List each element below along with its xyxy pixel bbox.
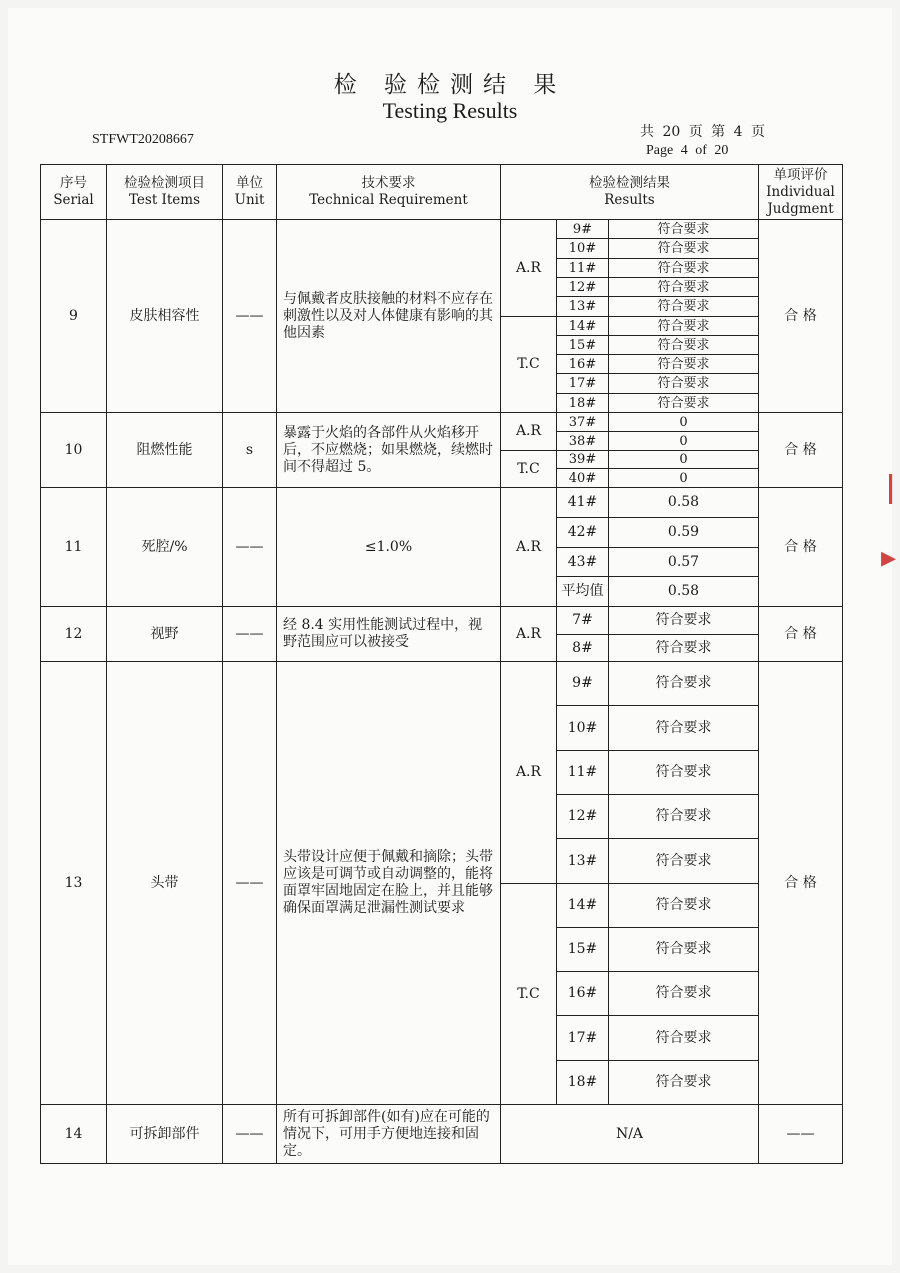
judgment-value: 合 格 bbox=[784, 874, 817, 891]
sample-id-cell bbox=[556, 468, 609, 488]
sample-id-cell bbox=[556, 576, 609, 607]
unit-value: s bbox=[245, 441, 254, 458]
serial-number: 11 bbox=[64, 538, 83, 555]
header-unit bbox=[222, 164, 277, 220]
sample-id-cell bbox=[556, 373, 609, 394]
sample-result: 符合要求 bbox=[657, 376, 710, 391]
sample-result: 0 bbox=[679, 433, 688, 449]
header-test-items-label: Test Items bbox=[128, 192, 201, 208]
title-english: Testing Results bbox=[382, 98, 518, 123]
condition-cell bbox=[500, 606, 557, 662]
sample-id-cell bbox=[556, 838, 609, 884]
sample-id: 7# bbox=[572, 612, 593, 628]
sample-id-cell bbox=[556, 883, 609, 928]
sample-id-cell bbox=[556, 258, 609, 278]
header-test-items-label: 检验检测项目 bbox=[124, 175, 205, 191]
judgment-cell bbox=[758, 487, 843, 607]
sample-result-cell bbox=[608, 927, 759, 972]
header-serial-label: 序号 bbox=[60, 175, 87, 191]
technical-requirement-text: 与佩戴者皮肤接触的材料不应存在刺激性以及对人体健康有影响的其他因素 bbox=[283, 290, 493, 341]
requirement-cell bbox=[276, 1104, 501, 1164]
requirement-cell bbox=[276, 412, 501, 488]
sample-id: 42# bbox=[567, 524, 598, 540]
serial-number: 14 bbox=[64, 1125, 83, 1142]
sample-id-cell bbox=[556, 354, 609, 374]
sample-result: 0 bbox=[679, 414, 688, 430]
unit-value: —— bbox=[235, 625, 264, 642]
sample-result: 符合要求 bbox=[657, 318, 710, 334]
sample-result-cell bbox=[608, 838, 759, 884]
sample-id-cell bbox=[556, 335, 609, 355]
sample-id-cell bbox=[556, 393, 609, 413]
sample-result-cell bbox=[608, 661, 759, 706]
serial-cell bbox=[40, 1104, 107, 1164]
test-item-cell bbox=[106, 606, 223, 662]
sample-result-cell bbox=[608, 517, 759, 548]
header-results bbox=[500, 164, 759, 220]
sample-id-cell bbox=[556, 750, 609, 795]
sample-result: 0 bbox=[679, 452, 688, 467]
header-technical-requirement bbox=[276, 164, 501, 220]
sample-result: 符合要求 bbox=[657, 356, 710, 372]
sample-id: 10# bbox=[567, 719, 598, 736]
sample-result: 0.58 bbox=[667, 583, 700, 599]
condition-label: A.R bbox=[515, 259, 542, 276]
serial-cell bbox=[40, 412, 107, 488]
sample-result: 符合要求 bbox=[657, 395, 710, 411]
sample-result: 符合要求 bbox=[655, 1029, 712, 1046]
condition-cell bbox=[500, 487, 557, 607]
header-judgment bbox=[758, 164, 843, 220]
sample-id-cell bbox=[556, 296, 609, 317]
serial-cell bbox=[40, 487, 107, 607]
condition-cell bbox=[500, 450, 557, 488]
test-item-name: 死腔/% bbox=[141, 538, 188, 555]
sample-id-cell bbox=[556, 794, 609, 839]
sample-id: 13# bbox=[568, 299, 597, 314]
sample-result-cell bbox=[608, 576, 759, 607]
sample-result-cell bbox=[608, 450, 759, 469]
sample-result: 符合要求 bbox=[655, 764, 712, 780]
test-item-name: 阻燃性能 bbox=[136, 441, 193, 458]
condition-label: A.R bbox=[515, 538, 542, 555]
serial-number: 9 bbox=[69, 307, 78, 324]
page-indicator-chinese: 共 20 页 第 4 页 bbox=[640, 124, 765, 140]
judgment-cell bbox=[758, 412, 843, 488]
sample-id: 39# bbox=[568, 452, 597, 467]
condition-cell bbox=[500, 661, 557, 884]
requirement-cell bbox=[276, 487, 501, 607]
sample-result-cell bbox=[608, 412, 759, 432]
sample-result-cell bbox=[608, 606, 759, 635]
technical-requirement-text: 暴露于火焰的各部件从火焰移开后，不应燃烧；如果燃烧，续燃时间不得超过 5。 bbox=[283, 424, 493, 475]
sample-id: 9# bbox=[572, 675, 593, 691]
sample-result-cell bbox=[608, 468, 759, 488]
sample-id: 17# bbox=[568, 376, 597, 391]
sample-result-cell bbox=[608, 393, 759, 413]
sample-result: 符合要求 bbox=[655, 808, 712, 824]
sample-result-cell bbox=[608, 794, 759, 839]
sample-id: 16# bbox=[568, 356, 597, 372]
unit-value: —— bbox=[235, 1125, 264, 1142]
header-test-items bbox=[106, 164, 223, 220]
report-number: STFWT20208667 bbox=[92, 132, 194, 147]
header-technical-requirement-label: Technical Requirement bbox=[309, 192, 468, 208]
technical-requirement-text: 头带设计应便于佩戴和摘除；头带应该是可调节或自动调整的，能将面罩牢固地固定在脸上，并且能够确保面罩满足泄漏性测试要求 bbox=[283, 849, 493, 916]
result-cell bbox=[500, 1104, 759, 1164]
test-item-cell bbox=[106, 219, 223, 413]
sample-id: 41# bbox=[567, 494, 598, 510]
title-chinese: 检 验检测结 果 bbox=[333, 72, 567, 98]
sample-result-cell bbox=[608, 316, 759, 336]
sample-id: 38# bbox=[568, 433, 597, 449]
condition-cell bbox=[500, 316, 557, 413]
sample-id-cell bbox=[556, 971, 609, 1016]
sample-id: 8# bbox=[572, 639, 593, 656]
condition-label: A.R bbox=[515, 625, 542, 642]
requirement-cell bbox=[276, 606, 501, 662]
sample-id-cell bbox=[556, 238, 609, 259]
sample-id-cell bbox=[556, 316, 609, 336]
requirement-cell bbox=[276, 661, 501, 1105]
sample-result-cell bbox=[608, 971, 759, 1016]
test-item-cell bbox=[106, 487, 223, 607]
sample-result-cell bbox=[608, 335, 759, 355]
sample-result: 符合要求 bbox=[657, 260, 710, 276]
unit-cell bbox=[222, 661, 277, 1105]
sample-result: 符合要求 bbox=[657, 299, 710, 314]
sample-id: 40# bbox=[568, 470, 597, 486]
page-indicator-english: Page 4 of 20 bbox=[646, 143, 729, 158]
sample-result: 符合要求 bbox=[657, 279, 710, 295]
serial-number: 12 bbox=[64, 625, 83, 642]
sample-id: 15# bbox=[568, 337, 597, 353]
header-unit-label: Unit bbox=[234, 192, 265, 208]
judgment-cell bbox=[758, 219, 843, 413]
technical-requirement-text: ≤1.0% bbox=[364, 538, 413, 555]
requirement-cell bbox=[276, 219, 501, 413]
serial-number: 13 bbox=[64, 874, 83, 891]
sample-result: 符合要求 bbox=[655, 675, 712, 691]
sample-result-cell bbox=[608, 238, 759, 259]
sample-result: 符合要求 bbox=[655, 639, 712, 656]
sample-result: 0.59 bbox=[667, 524, 700, 540]
sample-result-cell bbox=[608, 883, 759, 928]
sample-id: 18# bbox=[567, 1074, 598, 1090]
condition-cell bbox=[500, 883, 557, 1105]
sample-result-cell bbox=[608, 1015, 759, 1061]
sample-result-cell bbox=[608, 487, 759, 518]
test-item-cell bbox=[106, 1104, 223, 1164]
serial-cell bbox=[40, 606, 107, 662]
sample-result-cell bbox=[608, 296, 759, 317]
sample-result-cell bbox=[608, 547, 759, 577]
condition-cell bbox=[500, 219, 557, 317]
header-results-label: 检验检测结果 bbox=[589, 175, 670, 191]
judgment-cell bbox=[758, 606, 843, 662]
condition-label: A.R bbox=[515, 423, 542, 439]
test-item-name: 皮肤相容性 bbox=[129, 307, 200, 324]
sample-result: 符合要求 bbox=[655, 852, 712, 869]
unit-cell bbox=[222, 606, 277, 662]
sample-result-cell bbox=[608, 219, 759, 239]
sample-result: 符合要求 bbox=[657, 221, 710, 237]
test-item-name: 可拆卸部件 bbox=[129, 1125, 200, 1142]
sample-id-cell bbox=[556, 517, 609, 548]
serial-cell bbox=[40, 661, 107, 1105]
sample-result-cell bbox=[608, 258, 759, 278]
condition-label: T.C bbox=[517, 356, 540, 372]
sample-id: 43# bbox=[567, 553, 598, 570]
sample-id: 11# bbox=[567, 764, 598, 780]
sample-id-cell bbox=[556, 431, 609, 451]
sample-id-cell bbox=[556, 219, 609, 239]
judgment-value: 合 格 bbox=[784, 538, 817, 555]
condition-label: T.C bbox=[517, 985, 540, 1002]
sample-id: 9# bbox=[572, 221, 593, 237]
header-serial-label: Serial bbox=[53, 192, 94, 208]
sample-id: 10# bbox=[568, 241, 597, 256]
judgment-value: 合 格 bbox=[784, 625, 817, 642]
sample-id-cell bbox=[556, 927, 609, 972]
sample-id-cell bbox=[556, 661, 609, 706]
sample-result: 0 bbox=[679, 470, 688, 486]
stamp-fragment: ▸ bbox=[880, 540, 896, 575]
unit-cell bbox=[222, 1104, 277, 1164]
sample-id: 17# bbox=[567, 1029, 598, 1046]
sample-id-cell bbox=[556, 634, 609, 662]
stamp-fragment: | bbox=[885, 470, 896, 505]
sample-id: 37# bbox=[568, 414, 597, 430]
sample-result-cell bbox=[608, 634, 759, 662]
condition-cell bbox=[500, 412, 557, 451]
judgment-value: —— bbox=[786, 1125, 815, 1142]
sample-id-cell bbox=[556, 705, 609, 751]
sample-id-cell bbox=[556, 1015, 609, 1061]
test-item-name: 头带 bbox=[150, 874, 179, 891]
sample-id: 13# bbox=[567, 852, 598, 869]
sample-id-cell bbox=[556, 277, 609, 297]
sample-result: 符合要求 bbox=[655, 1074, 712, 1090]
sample-result-cell bbox=[608, 431, 759, 451]
header-technical-requirement-label: 技术要求 bbox=[361, 175, 416, 191]
condition-label: A.R bbox=[515, 764, 542, 780]
header-judgment-label: Individual bbox=[766, 183, 835, 200]
sample-result-cell bbox=[608, 354, 759, 374]
sample-id: 16# bbox=[567, 985, 598, 1001]
judgment-cell bbox=[758, 1104, 843, 1164]
sample-result: 符合要求 bbox=[655, 719, 712, 736]
sample-id: 11# bbox=[568, 260, 597, 276]
sample-id: 14# bbox=[567, 897, 598, 913]
sample-result: 符合要求 bbox=[655, 941, 712, 957]
header-unit-label: 单位 bbox=[236, 175, 263, 191]
sample-result: 符合要求 bbox=[657, 337, 710, 353]
sample-result: 符合要求 bbox=[655, 612, 712, 628]
sample-result: 0.57 bbox=[667, 553, 700, 570]
result-na: N/A bbox=[615, 1125, 644, 1142]
header-judgment-label: Judgment bbox=[767, 200, 834, 217]
test-item-name: 视野 bbox=[150, 625, 179, 642]
sample-id: 14# bbox=[568, 318, 597, 334]
sample-result-cell bbox=[608, 750, 759, 795]
judgment-value: 合 格 bbox=[784, 307, 817, 324]
sample-id: 12# bbox=[568, 279, 597, 295]
judgment-value: 合 格 bbox=[784, 441, 817, 458]
sample-id: 15# bbox=[567, 941, 598, 957]
sample-result-cell bbox=[608, 373, 759, 394]
sample-id: 12# bbox=[567, 808, 598, 824]
sample-id: 平均值 bbox=[561, 583, 604, 599]
test-item-cell bbox=[106, 412, 223, 488]
header-judgment-label: 单项评价 bbox=[773, 166, 828, 183]
sample-result: 符合要求 bbox=[655, 985, 712, 1001]
unit-cell bbox=[222, 487, 277, 607]
sample-result: 0.58 bbox=[667, 494, 700, 510]
serial-cell bbox=[40, 219, 107, 413]
unit-cell bbox=[222, 219, 277, 413]
sample-id-cell bbox=[556, 606, 609, 635]
condition-label: T.C bbox=[517, 460, 540, 477]
sample-id-cell bbox=[556, 487, 609, 518]
technical-requirement-text: 所有可拆卸部件(如有)应在可能的情况下，可用手方便地连接和固定。 bbox=[283, 1108, 490, 1159]
sample-result-cell bbox=[608, 277, 759, 297]
sample-id-cell bbox=[556, 450, 609, 469]
judgment-cell bbox=[758, 661, 843, 1105]
sample-id-cell bbox=[556, 547, 609, 577]
header-results-label: Results bbox=[604, 192, 655, 208]
unit-cell bbox=[222, 412, 277, 488]
sample-id-cell bbox=[556, 412, 609, 432]
unit-value: —— bbox=[235, 307, 264, 324]
sample-id: 18# bbox=[568, 395, 597, 411]
sample-result: 符合要求 bbox=[657, 241, 710, 256]
unit-value: —— bbox=[235, 874, 264, 891]
sample-result: 符合要求 bbox=[655, 897, 712, 913]
header-serial bbox=[40, 164, 107, 220]
test-item-cell bbox=[106, 661, 223, 1105]
unit-value: —— bbox=[235, 538, 264, 555]
sample-id-cell bbox=[556, 1060, 609, 1105]
serial-number: 10 bbox=[64, 441, 83, 458]
sample-result-cell bbox=[608, 705, 759, 751]
technical-requirement-text: 经 8.4 实用性能测试过程中，视野范围应可以被接受 bbox=[283, 617, 483, 650]
sample-result-cell bbox=[608, 1060, 759, 1105]
